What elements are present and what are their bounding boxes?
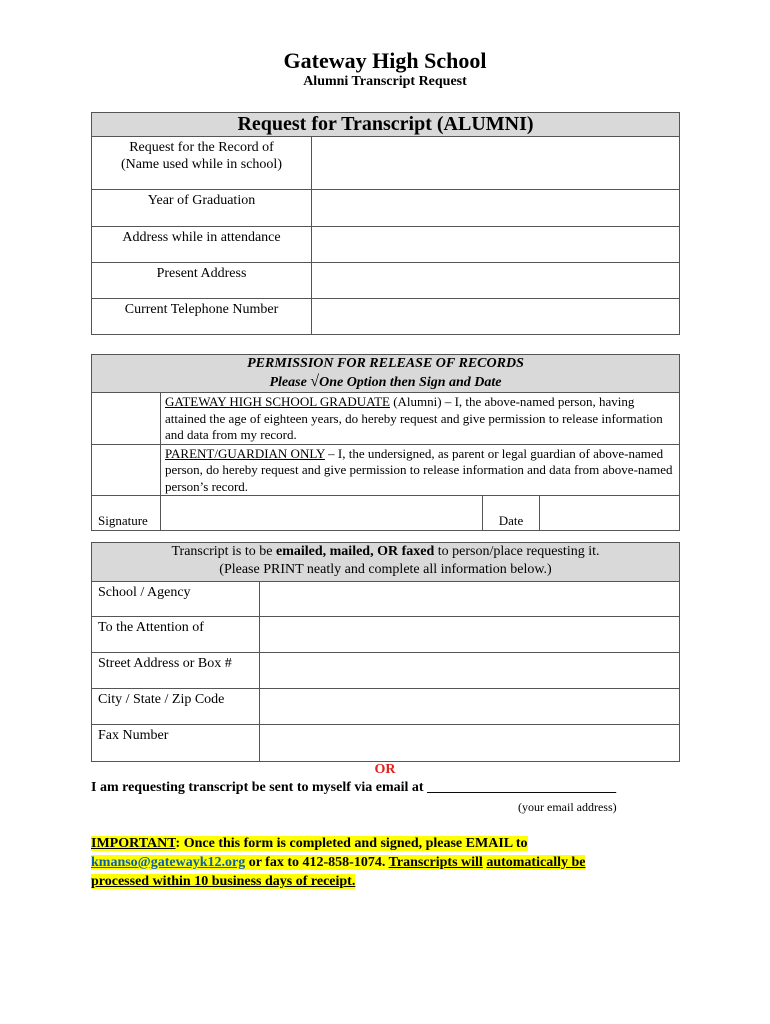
important-notice: IMPORTANT: Once this form is completed and signed, please EMAIL to kmanso@gatewayk12.org or fax to 412-858-1074. Transcripts will automatically be processed within 10 business days of receipt. bbox=[91, 836, 586, 889]
school-field[interactable] bbox=[260, 582, 680, 617]
page-title: Gateway High School bbox=[283, 48, 487, 73]
alumni-option-checkbox[interactable] bbox=[92, 393, 161, 445]
page-subtitle: Alumni Transcript Request bbox=[303, 74, 467, 89]
fax-field[interactable] bbox=[260, 725, 680, 762]
phone-field[interactable] bbox=[312, 299, 680, 335]
permission-instruction: Please √One Option then Sign and Date bbox=[269, 373, 502, 390]
permission-table bbox=[91, 354, 680, 531]
checkmark-icon: √ bbox=[310, 373, 320, 390]
name-label-line2: (Name used while in school) bbox=[121, 157, 282, 172]
city-label: City / State / Zip Code bbox=[92, 689, 260, 725]
school-label: School / Agency bbox=[92, 582, 260, 617]
name-label bbox=[92, 137, 312, 190]
guardian-option-checkbox[interactable] bbox=[92, 444, 161, 496]
year-label: Year of Graduation bbox=[92, 190, 312, 227]
email-hint: (your email address) bbox=[518, 800, 617, 814]
permission-header bbox=[92, 355, 680, 393]
present-address-field[interactable] bbox=[312, 263, 680, 299]
record-request-table bbox=[91, 112, 680, 335]
fax-label: Fax Number bbox=[92, 725, 260, 762]
guardian-option-text: PARENT/GUARDIAN ONLY – I, the undersigned, as parent or legal guardian of above-named person, do hereby request and give permission to release information and data from above-named person’s record. bbox=[161, 444, 680, 496]
delivery-header bbox=[92, 543, 680, 582]
or-divider: OR bbox=[374, 762, 396, 777]
record-section-title: Request for Transcript (ALUMNI) bbox=[92, 113, 680, 137]
signature-label: Signature bbox=[92, 496, 161, 531]
delivery-line1: Transcript is to be emailed, mailed, OR faxed to person/place requesting it. bbox=[171, 544, 600, 559]
phone-label: Current Telephone Number bbox=[92, 299, 312, 335]
contact-email-link[interactable]: kmanso@gatewayk12.org bbox=[91, 855, 246, 870]
name-field[interactable] bbox=[312, 137, 680, 190]
year-field[interactable] bbox=[312, 190, 680, 227]
permission-title: PERMISSION FOR RELEASE OF RECORDS bbox=[247, 356, 524, 371]
alumni-option-text: GATEWAY HIGH SCHOOL GRADUATE (Alumni) – I, the above-named person, having attained the age of eighteen years, do hereby request and give permission to release information and data from my record. bbox=[161, 393, 680, 445]
delivery-line2: (Please PRINT neatly and complete all information below.) bbox=[219, 562, 552, 577]
attention-label: To the Attention of bbox=[92, 617, 260, 653]
important-label: IMPORTANT bbox=[91, 836, 176, 851]
present-address-label: Present Address bbox=[92, 263, 312, 299]
signature-field[interactable] bbox=[161, 496, 483, 531]
city-field[interactable] bbox=[260, 689, 680, 725]
email-request-line[interactable]: I am requesting transcript be sent to myself via email at ___________________________ bbox=[91, 780, 617, 795]
attention-field[interactable] bbox=[260, 617, 680, 653]
date-field[interactable] bbox=[540, 496, 680, 531]
street-label: Street Address or Box # bbox=[92, 653, 260, 689]
attendance-address-label: Address while in attendance bbox=[92, 227, 312, 263]
delivery-table bbox=[91, 542, 680, 762]
name-label-line1: Request for the Record of bbox=[129, 140, 274, 155]
street-field[interactable] bbox=[260, 653, 680, 689]
attendance-address-field[interactable] bbox=[312, 227, 680, 263]
date-label: Date bbox=[483, 496, 540, 531]
